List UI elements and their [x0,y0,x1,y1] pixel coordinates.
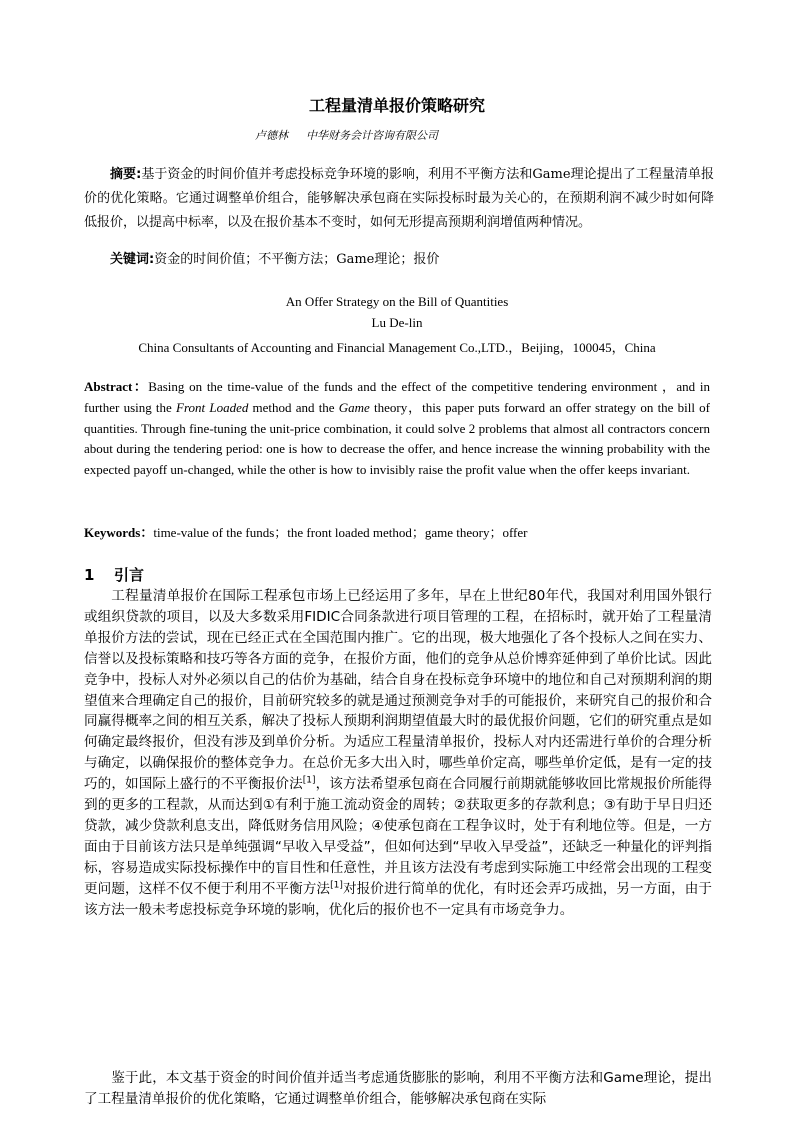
english-title: An Offer Strategy on the Bill of Quantities [285,294,509,309]
paragraph-1-part-a: 工程量清单报价在国际工程承包市场上已经运用了多年，早在上世纪80年代，我国对利用国外银行或组织贷款的项目，以及大多数采用FIDIC合同条款进行项目管理的工程，在招标时，就开始了工程量清单报价方法的尝试，现在已经正式在全国范围内推广。它的出现，极大地强化了各个投标人之间在实力、信誉以及投标策略和技巧等各方面的竞争，在报价方面，他们的竞争从总价博弈延伸到了单价比试。因此竞争中，投标人对外必须以自己的估价为基础，结合自身在投标竞争环境中的地位和自己对预期利润的期望值来合理确定自己的报价，目前研究较多的就是通过预测竞争对手的可能报价，来研究自己的报价和合同赢得概率之间的相互关系，解决了投标人预期利润期望值最大时的最优报价问题，它们的研究重点是如何确定最终报价，但没有涉及到单价分析。为适应工程量清单报价，投标人对内还需进行单价的合理分析与确定，以确保报价的整体竞争力。在总价无多大出入时，哪些单价定高，哪些单价定低，是有一定的技巧的，如国际上盛行的不平衡报价法 [84,588,712,793]
chinese-abstract-label: 摘要: [110,167,142,182]
citation-ref-2: [1] [330,880,343,891]
english-keywords [84,523,710,543]
author-affiliation: 中华财务会计咨询有限公司 [306,129,438,142]
body-paragraph-1 [84,586,712,921]
section-heading [84,564,144,585]
english-affiliation: China Consultants of Accounting and Financial Management Co.,LTD.，Beijing，100045，China [138,340,656,355]
english-abstract [84,377,710,481]
chinese-keywords [84,250,714,270]
chinese-keywords-label: 关键词: [110,252,155,267]
english-abstract-part-a: Basing on the time-value of the funds and the effect of the competitive tendering environment ，and in further using the [84,379,710,415]
english-keywords-text: time-value of the funds；the front loaded method；game theory；offer [153,525,528,540]
author-name: 卢德林 [255,129,288,142]
english-abstract-emphasis-2: Game [338,399,370,415]
english-abstract-part-c: theory，this paper puts forward an offer strategy on the bill of quantities. Through fine-tuning the unit-price combination, it could solve 2 problems that almost all contractors concern about during the tendering period: one is how to decrease the offer, and hence increase the winning probability with the expected payoff un-changed, while the other is how to invisibly raise the profit value when the offer keeps invariant. [84,399,710,478]
section-number: 1 [84,566,95,584]
section-title: 引言 [114,566,145,584]
english-author: Lu De-lin [371,315,423,330]
paragraph-1-part-b: ，该方法希望承包商在合同履行前期就能够收回比常规报价所能得到的更多的工程款，从而达到①有利于施工流动资金的周转；②获取更多的存款利息；③有助于早日归还贷款，减少贷款利息支出，降低财务信用风险；④使承包商在工程争议时，处于有利地位等。但是，一方面由于目前该方法只是单纯强调“早收入早受益”，但如何达到“早收入早受益”，还缺乏一种量化的评判指标，容易造成实际投标操作中的盲目性和任意性，并且该方法没有考虑到实际施工中经常会出现的工程变更问题，这样不仅不便于利用不平衡方法 [84,776,713,897]
chinese-abstract-text: 基于资金的时间价值并考虑投标竞争环境的影响，利用不平衡方法和Game理论提出了工程量清单报价的优化策略。它通过调整单价组合，能够解决承包商在实际投标时最为关心的，在预期利润不减少时如何降低报价，以提高中标率，以及在报价基本不变时，如何无形提高预期利润增值两种情况。 [84,167,714,230]
citation-ref-1: [1] [302,775,316,786]
english-abstract-part-b: method and the [248,399,339,415]
paragraph-1-part-c: 对报价进行简单的优化，有时还会弄巧成拙，另一方面，由于该方法一般未考虑投标竞争环境的影响，优化后的报价也不一定具有市场竞争力。 [84,880,713,918]
body-paragraph-2: 鉴于此，本文基于资金的时间价值并适当考虑通货膨胀的影响，利用不平衡方法和Game理论，提出了工程量清单报价的优化策略，它通过调整单价组合，能够解决承包商在实际 [84,1070,712,1107]
english-abstract-emphasis-1: Front Loaded [176,399,249,415]
chinese-abstract [84,163,714,235]
english-abstract-label: Abstract： [84,379,149,394]
chinese-keywords-text: 资金的时间价值；不平衡方法；Game理论；报价 [154,252,440,267]
english-keywords-label: Keywords： [84,525,154,540]
paper-title: 工程量清单报价策略研究 [308,96,485,115]
author-line [255,127,438,143]
